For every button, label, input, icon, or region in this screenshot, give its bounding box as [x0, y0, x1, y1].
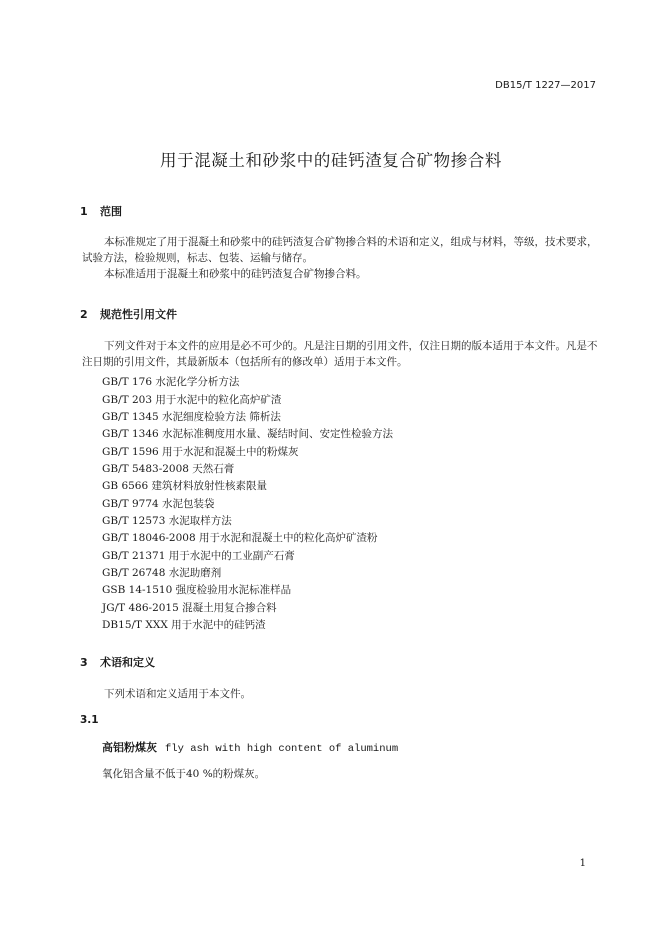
section-number: 2: [80, 308, 88, 321]
section-heading-terms: [80, 654, 155, 670]
reference-item: GB/T 21371 用于水泥中的工业副产石膏: [102, 550, 295, 562]
term-number: 3.1: [80, 714, 99, 726]
section-title: 范围: [100, 205, 122, 218]
reference-item: GB/T 1596 用于水泥和混凝土中的粉煤灰: [102, 446, 299, 458]
section-title: 规范性引用文件: [100, 308, 177, 321]
section-heading-normative-references: [80, 306, 177, 322]
document-title: 用于混凝土和砂浆中的硅钙渣复合矿物掺合料: [160, 151, 502, 170]
reference-item: GB 6566 建筑材料放射性核素限量: [102, 480, 268, 492]
document-code: DB15/T 1227—2017: [495, 80, 596, 91]
reference-item: GB/T 5483-2008 天然石膏: [102, 463, 235, 475]
section-number: 3: [80, 656, 88, 669]
term-chinese: 高铝粉煤灰: [102, 741, 157, 754]
term-english: fly ash with high content of aluminum: [165, 743, 399, 755]
reference-item: GB/T 9774 水泥包装袋: [102, 498, 215, 510]
term-definition: 氧化铝含量不低于40 %的粉煤灰。: [102, 768, 266, 780]
reference-item: GB/T 12573 水泥取样方法: [102, 515, 232, 527]
reference-item: GB/T 176 水泥化学分析方法: [102, 376, 240, 388]
scope-paragraph-2: 本标准适用于混凝土和砂浆中的硅钙渣复合矿物掺合料。: [104, 268, 367, 280]
reference-item: GB/T 203 用于水泥中的粒化高炉矿渣: [102, 394, 282, 406]
reference-item: GB/T 26748 水泥助磨剂: [102, 567, 222, 579]
reference-item: GB/T 18046-2008 用于水泥和混凝土中的粒化高炉矿渣粉: [102, 532, 378, 544]
reference-item: GB/T 1345 水泥细度检验方法 筛析法: [102, 411, 281, 423]
reference-item: GB/T 1346 水泥标准稠度用水量、凝结时间、安定性检验方法: [102, 428, 394, 440]
reference-item: GSB 14-1510 强度检验用水泥标准样品: [102, 584, 292, 596]
reference-item: DB15/T XXX 用于水泥中的硅钙渣: [102, 619, 266, 631]
section-number: 1: [80, 205, 88, 218]
term-entry: [102, 739, 398, 755]
normative-references-intro: 下列文件对于本文件的应用是必不可少的。凡是注日期的引用文件，仅注日期的版本适用于本文件。凡是不注日期的引用文件，其最新版本（包括所有的修改单）适用于本文件。: [82, 340, 598, 368]
section-heading-scope: [80, 203, 122, 219]
section-title: 术语和定义: [100, 656, 155, 669]
page-number: 1: [579, 858, 586, 869]
scope-paragraph-1: 本标准规定了用于混凝土和砂浆中的硅钙渣复合矿物掺合料的术语和定义，组成与材料，等级，技术要求，试验方法，检验规则，标志、包装、运输与储存。: [82, 236, 598, 264]
terms-intro: 下列术语和定义适用于本文件。: [104, 688, 251, 700]
reference-item: JG/T 486-2015 混凝土用复合掺合料: [102, 602, 277, 614]
